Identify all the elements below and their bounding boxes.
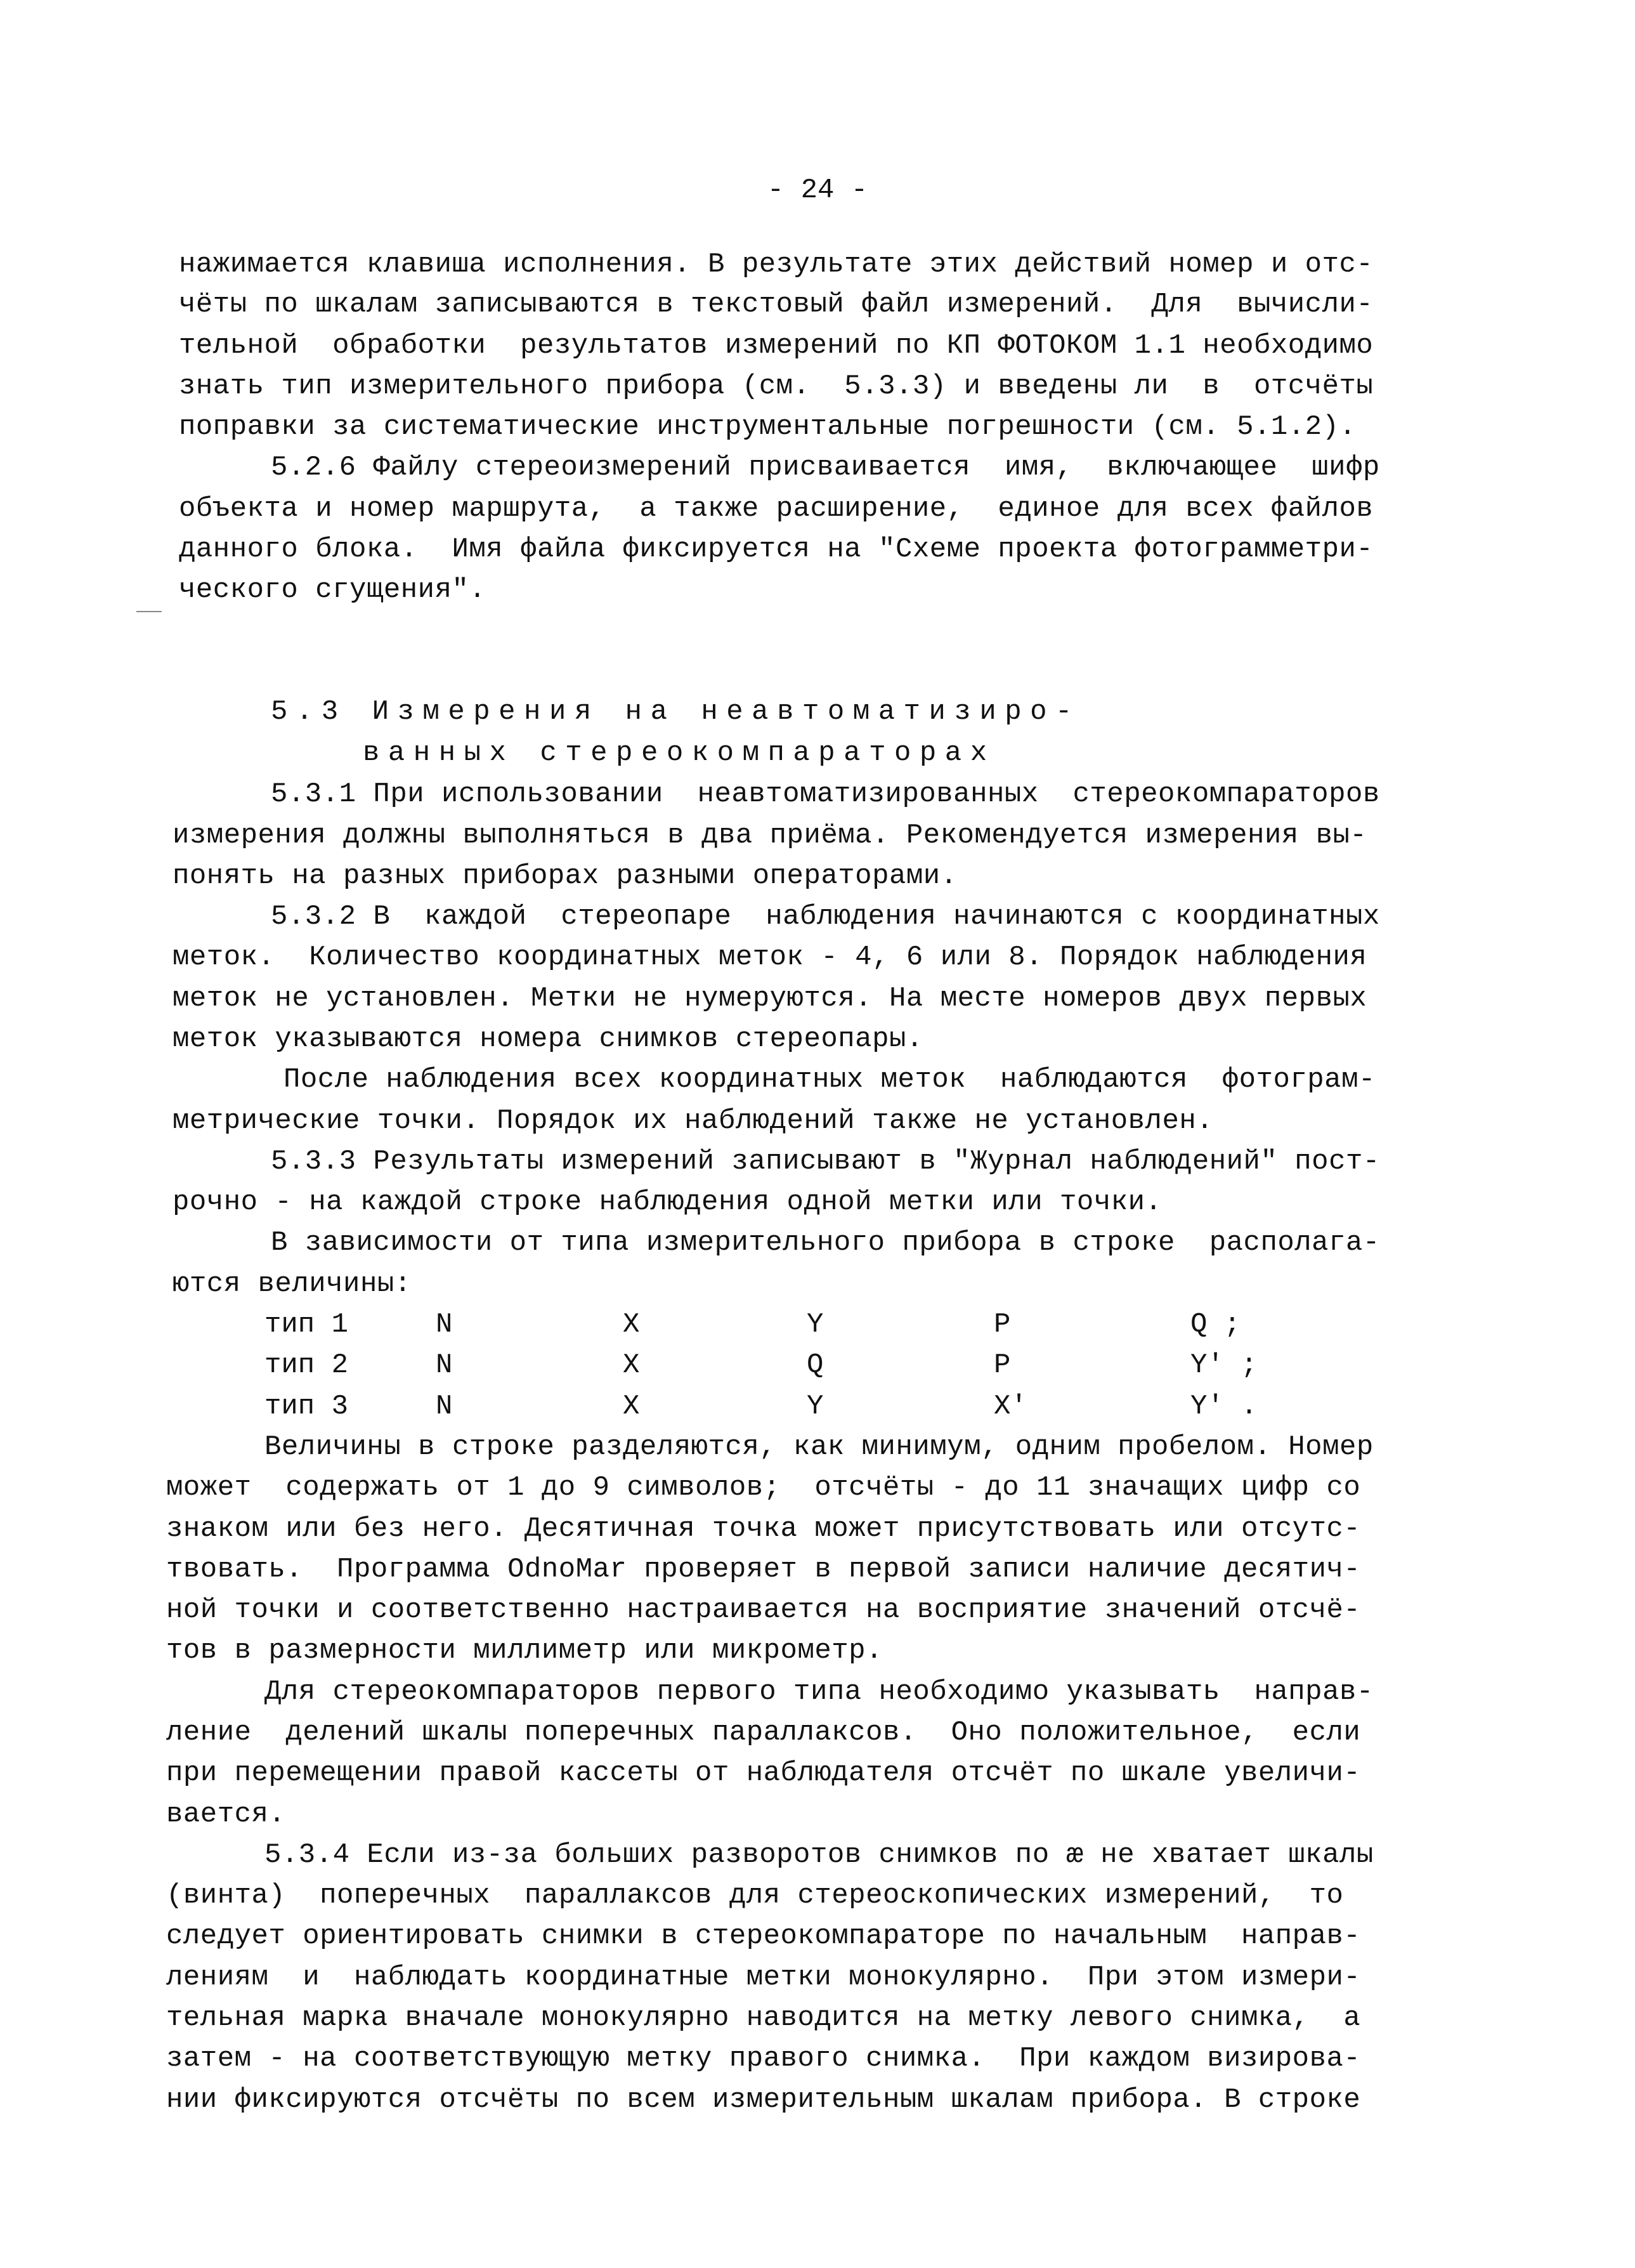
type-col-1: N [436,1349,453,1381]
type-col-5: Y' ; [1190,1349,1258,1381]
stereo-line-3: при перемещении правой кассеты от наблюдателя отсчёт по шкале увеличи- [166,1757,1361,1789]
p533-line-1: 5.3.3 Результаты измерений записывают в "Журнал наблюдений" пост- [271,1146,1380,1177]
values-line-2: может содержать от 1 до 9 символов; отсчёты - до 11 значащих цифр со [166,1472,1361,1504]
type-label: тип 1 [264,1309,349,1340]
p526-line-3: данного блока. Имя файла фиксируется на "Схеме проекта фотограмметри- [179,534,1374,565]
values-line-3: знаком или без него. Десятичная точка может присутствовать или отсутс- [166,1513,1361,1545]
type-col-3: Y [807,1391,824,1422]
after-line-1: После наблюдения всех координатных меток наблюдаются фотограм- [283,1064,1376,1096]
type-col-4: P [994,1309,1011,1340]
p532-line-1: 5.3.2 В каждой стереопаре наблюдения начинаются с координатных [271,901,1380,933]
intro-line-4: знать тип измерительного прибора (см. 5.3.3) и введены ли в отсчёты [179,370,1374,402]
type-col-5: Q ; [1190,1309,1241,1340]
type-col-2: X [623,1391,640,1422]
values-line-4: твовать. Программа OdnoMar проверяет в первой записи наличие десятич- [166,1554,1361,1585]
p534-line-1: 5.3.4 Если из-за больших разворотов снимков по æ не хватает шкалы [264,1839,1374,1871]
p531-line-2: измерения должны выполняться в два приёма. Рекомендуется измерения вы- [173,820,1367,851]
p532-line-3: меток не установлен. Метки не нумеруются. На месте номеров двух первых [173,983,1367,1014]
p532-line-4: меток указываются номера снимков стереопары. [173,1023,923,1055]
p533-line-3: В зависимости от типа измерительного прибора в строке располага- [271,1227,1380,1259]
type-col-4: X' [994,1391,1027,1422]
intro-line-5: поправки за систематические инструментальные погрешности (см. 5.1.2). [179,411,1357,443]
type-col-1: N [436,1391,453,1422]
after-line-2: метрические точки. Порядок их наблюдений также не установлен. [173,1105,1214,1137]
p533-line-2: рочно - на каждой строке наблюдения одной метки или точки. [173,1186,1163,1218]
p534-line-6: затем - на соответствующую метку правого снимка. При каждом визирова- [166,2043,1361,2075]
p534-line-4: лениям и наблюдать координатные метки монокулярно. При этом измери- [166,1962,1361,1993]
type-col-3: Q [807,1349,824,1381]
type-col-2: X [623,1309,640,1340]
p532-line-2: меток. Количество координатных меток - 4, 6 или 8. Порядок наблюдения [173,941,1367,973]
section-heading-line-2: ванных стереокомпараторах [363,737,996,769]
type-col-1: N [436,1309,453,1340]
p534-line-2: (винта) поперечных параллаксов для стереоскопических измерений, то [166,1880,1344,1911]
values-line-5: ной точки и соответственно настраивается на восприятие значений отсчё- [166,1594,1361,1626]
p531-line-1: 5.3.1 При использовании неавтоматизированных стереокомпараторов [271,778,1380,810]
p526-line-4: ческого сгущения". [179,574,486,606]
type-label: тип 2 [264,1349,349,1381]
intro-line-3: тельной обработки результатов измерений по КП ФОТОКОМ 1.1 необходимо [179,330,1374,362]
stereo-line-4: вается. [166,1799,286,1830]
margin-mark [136,611,162,612]
stereo-line-1: Для стереокомпараторов первого типа необходимо указывать направ- [264,1676,1374,1708]
p526-line-1: 5.2.6 Файлу стереоизмерений присваивается имя, включающее шифр [271,452,1380,483]
values-line-1: Величины в строке разделяются, как минимум, одним пробелом. Номер [264,1431,1374,1463]
p526-line-2: объекта и номер маршрута, а также расширение, единое для всех файлов [179,493,1374,525]
intro-line-2: чёты по шкалам записываются в текстовый файл измерений. Для вычисли- [179,289,1374,320]
p534-line-7: нии фиксируются отсчёты по всем измерительным шкалам прибора. В строке [166,2084,1361,2116]
p533-line-4: ются величины: [173,1268,412,1300]
section-heading-line-1: 5.3 Измерения на неавтоматизиро- [271,696,1081,728]
type-label: тип 3 [264,1391,349,1422]
p531-line-3: понять на разных приборах разными операторами. [173,860,958,892]
p534-line-3: следует ориентировать снимки в стереокомпараторе по начальным направ- [166,1920,1361,1952]
p534-line-5: тельная марка вначале монокулярно наводится на метку левого снимка, а [166,2002,1361,2034]
intro-line-1: нажимается клавиша исполнения. В результате этих действий номер и отс- [179,249,1374,280]
type-col-5: Y' . [1190,1391,1258,1422]
page-number: - 24 - [767,174,868,206]
stereo-line-2: ление делений шкалы поперечных параллаксов. Оно положительное, если [166,1717,1361,1748]
values-line-6: тов в размерности миллиметр или микрометр. [166,1635,883,1667]
type-col-3: Y [807,1309,824,1340]
type-col-2: X [623,1349,640,1381]
type-col-4: P [994,1349,1011,1381]
